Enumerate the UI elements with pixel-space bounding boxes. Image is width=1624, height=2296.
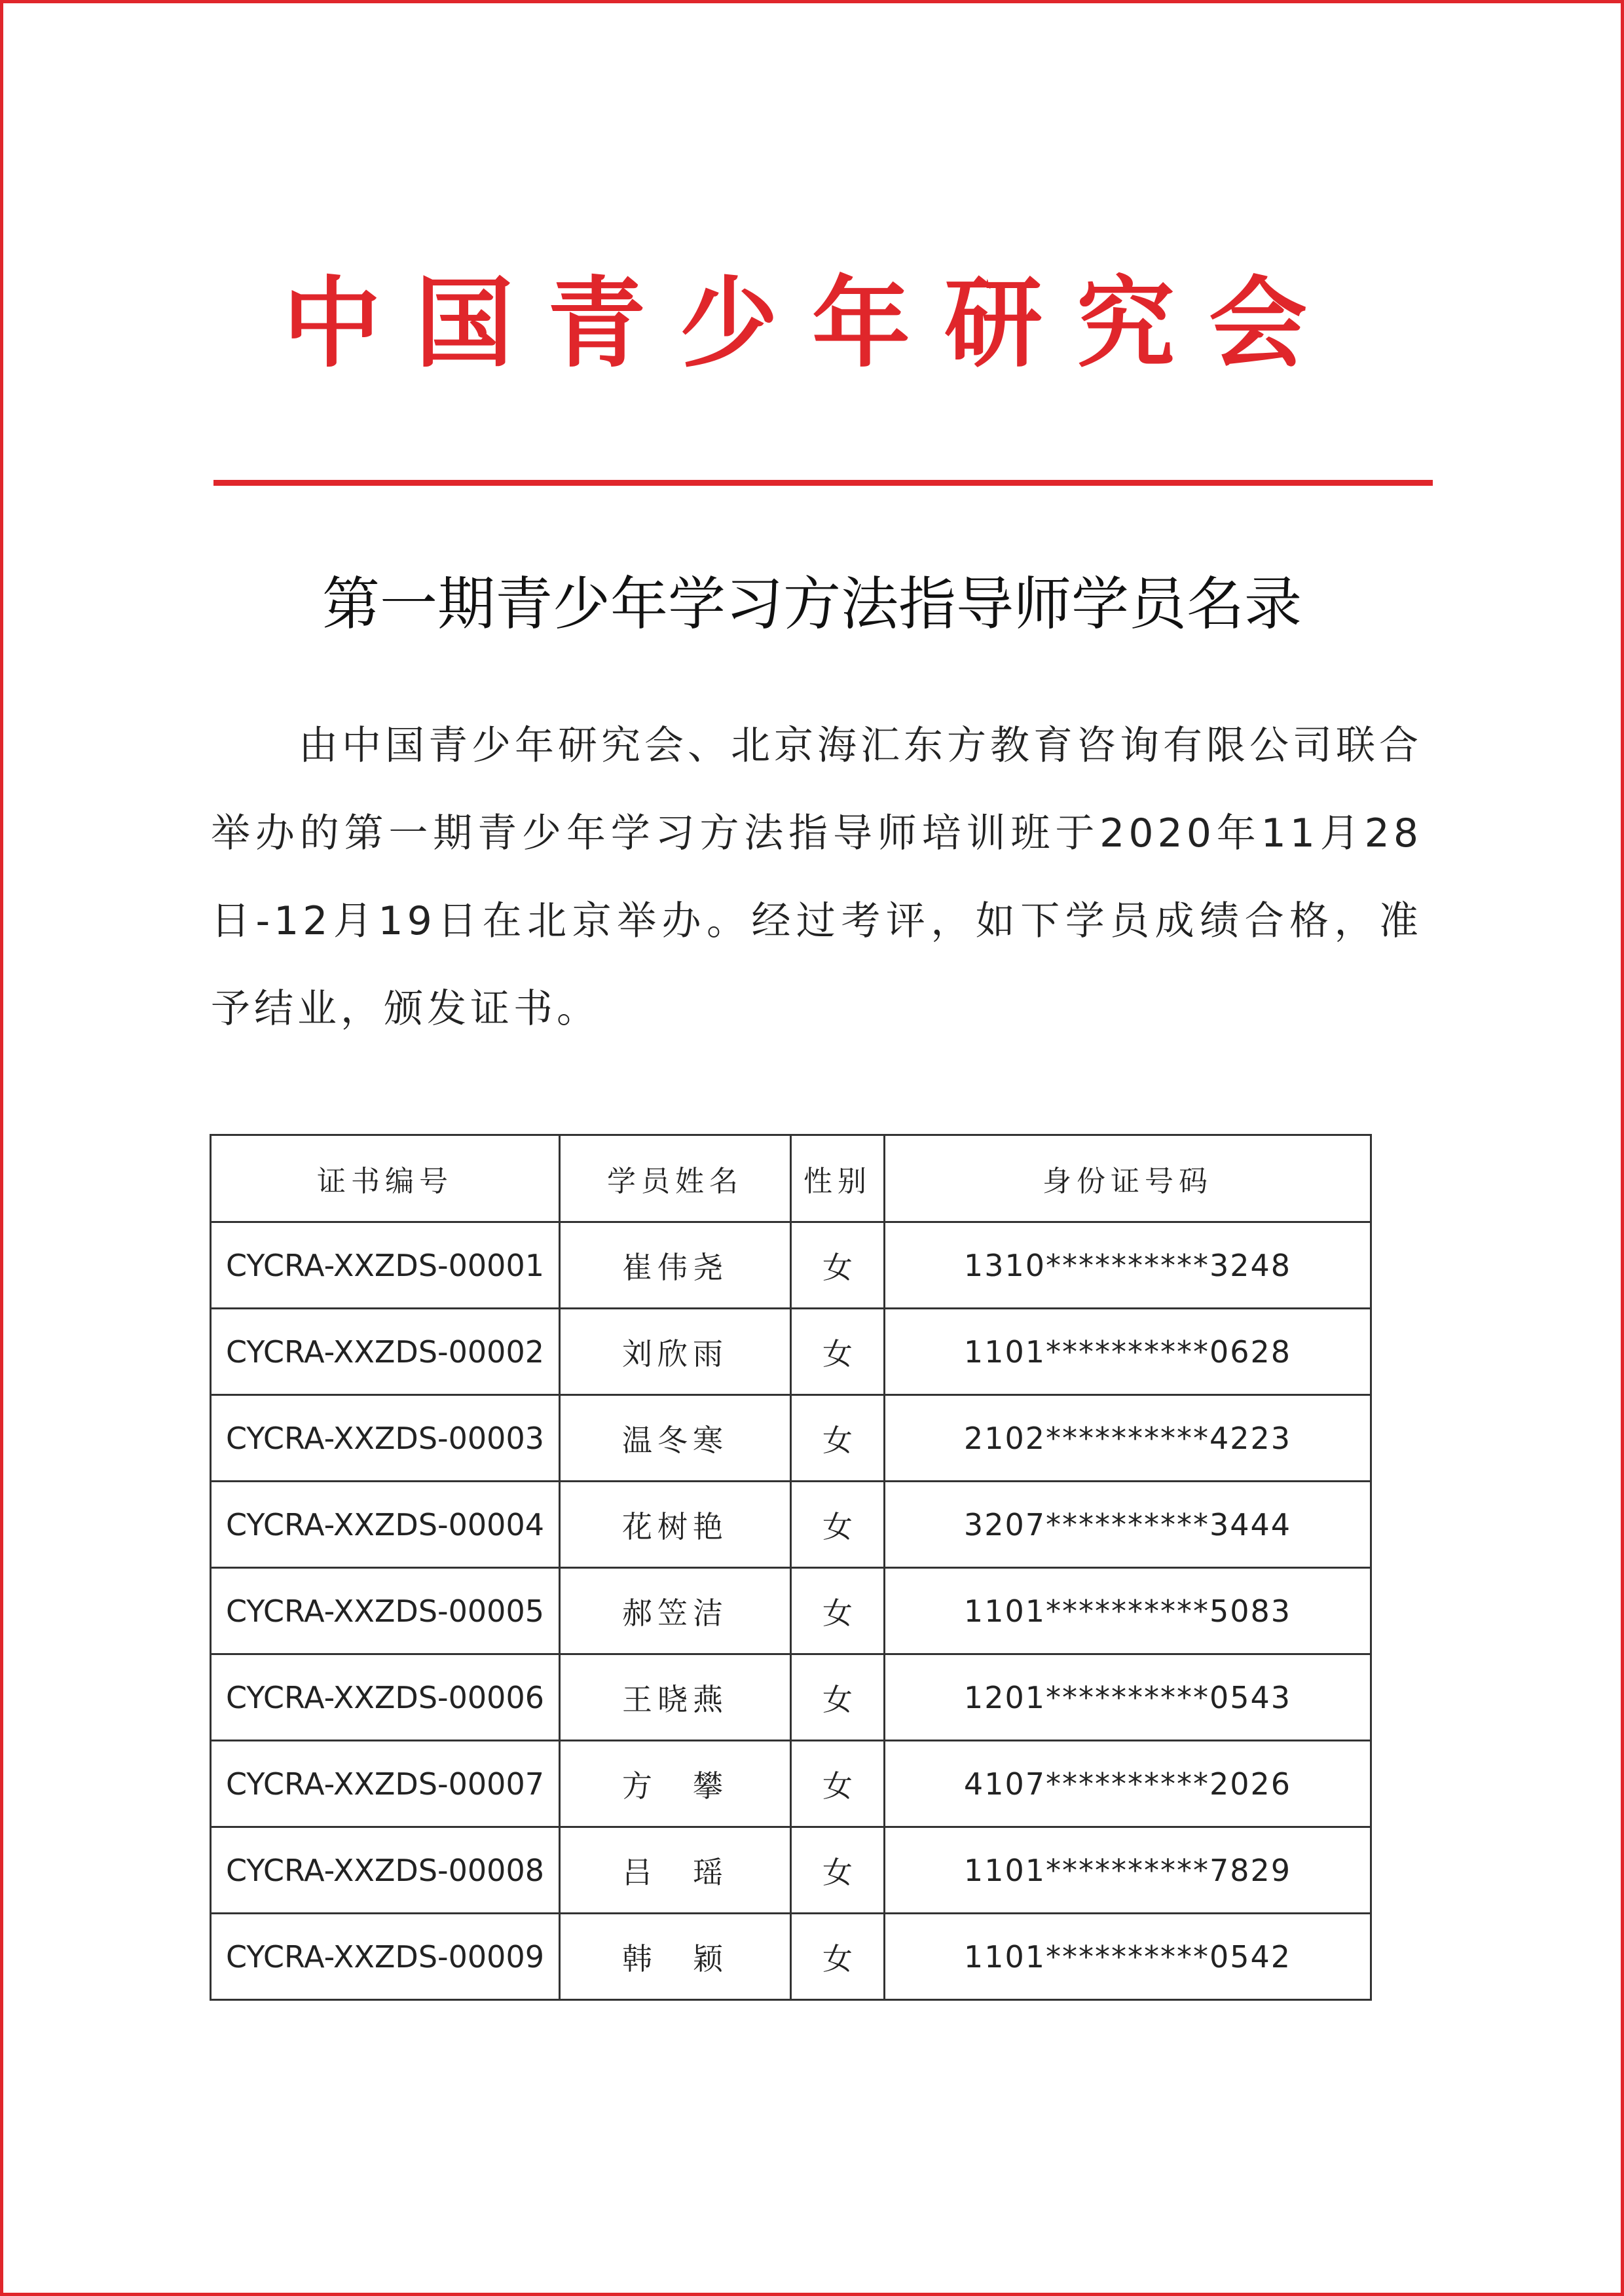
gender-cell: 女 bbox=[791, 1914, 885, 2000]
table-row bbox=[211, 1395, 1371, 1482]
gender-cell: 女 bbox=[791, 1654, 885, 1741]
student-name-cell: 崔伟尧 bbox=[560, 1222, 791, 1309]
document-title: 第一期青少年学习方法指导师学员名录 bbox=[322, 570, 1302, 638]
table-row bbox=[211, 1482, 1371, 1568]
table-row bbox=[211, 1222, 1371, 1309]
student-name-cell: 温冬寒 bbox=[560, 1395, 791, 1482]
cert-number-cell: CYCRA-XXZDS-00003 bbox=[211, 1395, 560, 1482]
student-name-cell: 王晓燕 bbox=[560, 1654, 791, 1741]
student-name-cell: 郝笠洁 bbox=[560, 1568, 791, 1654]
id-number-cell: 1101**********7829 bbox=[885, 1827, 1371, 1914]
table-row bbox=[211, 1914, 1371, 2000]
id-number-cell: 1101**********0542 bbox=[885, 1914, 1371, 2000]
id-number-cell: 1201**********0543 bbox=[885, 1654, 1371, 1741]
id-number-cell: 1101**********0628 bbox=[885, 1309, 1371, 1395]
id-number-cell: 1310**********3248 bbox=[885, 1222, 1371, 1309]
organization-header: 中国青少年研究会 bbox=[282, 267, 1341, 381]
cert-number-cell: CYCRA-XXZDS-00007 bbox=[211, 1741, 560, 1827]
cert-number-cell: CYCRA-XXZDS-00008 bbox=[211, 1827, 560, 1914]
gender-cell: 女 bbox=[791, 1395, 885, 1482]
student-name-cell: 刘欣雨 bbox=[560, 1309, 791, 1395]
gender-cell: 女 bbox=[791, 1222, 885, 1309]
id-number-cell: 2102**********4223 bbox=[885, 1395, 1371, 1482]
cert-number-cell: CYCRA-XXZDS-00001 bbox=[211, 1222, 560, 1309]
cert-number-cell: CYCRA-XXZDS-00004 bbox=[211, 1482, 560, 1568]
header-cert-number: 证书编号 bbox=[211, 1135, 560, 1222]
roster-table bbox=[210, 1134, 1372, 2001]
gender-cell: 女 bbox=[791, 1309, 885, 1395]
gender-cell: 女 bbox=[791, 1741, 885, 1827]
table-row bbox=[211, 1568, 1371, 1654]
id-number-cell: 4107**********2026 bbox=[885, 1741, 1371, 1827]
table-row bbox=[211, 1827, 1371, 1914]
gender-cell: 女 bbox=[791, 1827, 885, 1914]
id-number-cell: 3207**********3444 bbox=[885, 1482, 1371, 1568]
cert-number-cell: CYCRA-XXZDS-00009 bbox=[211, 1914, 560, 2000]
gender-cell: 女 bbox=[791, 1568, 885, 1654]
header-divider bbox=[213, 480, 1433, 486]
student-name-cell: 吕 瑶 bbox=[560, 1827, 791, 1914]
header-gender: 性别 bbox=[791, 1135, 885, 1222]
id-number-cell: 1101**********5083 bbox=[885, 1568, 1371, 1654]
cert-number-cell: CYCRA-XXZDS-00006 bbox=[211, 1654, 560, 1741]
table-header-row bbox=[211, 1135, 1371, 1222]
student-name-cell: 韩 颖 bbox=[560, 1914, 791, 2000]
cert-number-cell: CYCRA-XXZDS-00005 bbox=[211, 1568, 560, 1654]
student-name-cell: 方 攀 bbox=[560, 1741, 791, 1827]
cert-number-cell: CYCRA-XXZDS-00002 bbox=[211, 1309, 560, 1395]
table-row bbox=[211, 1309, 1371, 1395]
header-id-number: 身份证号码 bbox=[885, 1135, 1371, 1222]
table-row bbox=[211, 1654, 1371, 1741]
intro-paragraph: 由中国青少年研究会、北京海汇东方教育咨询有限公司联合举办的第一期青少年学习方法指导师培训班于2020年11月28日-12月19日在北京举办。经过考评，如下学员成绩合格，准予结业，颁发证书。 bbox=[211, 723, 1422, 1032]
header-student-name: 学员姓名 bbox=[560, 1135, 791, 1222]
student-name-cell: 花树艳 bbox=[560, 1482, 791, 1568]
gender-cell: 女 bbox=[791, 1482, 885, 1568]
table-row bbox=[211, 1741, 1371, 1827]
